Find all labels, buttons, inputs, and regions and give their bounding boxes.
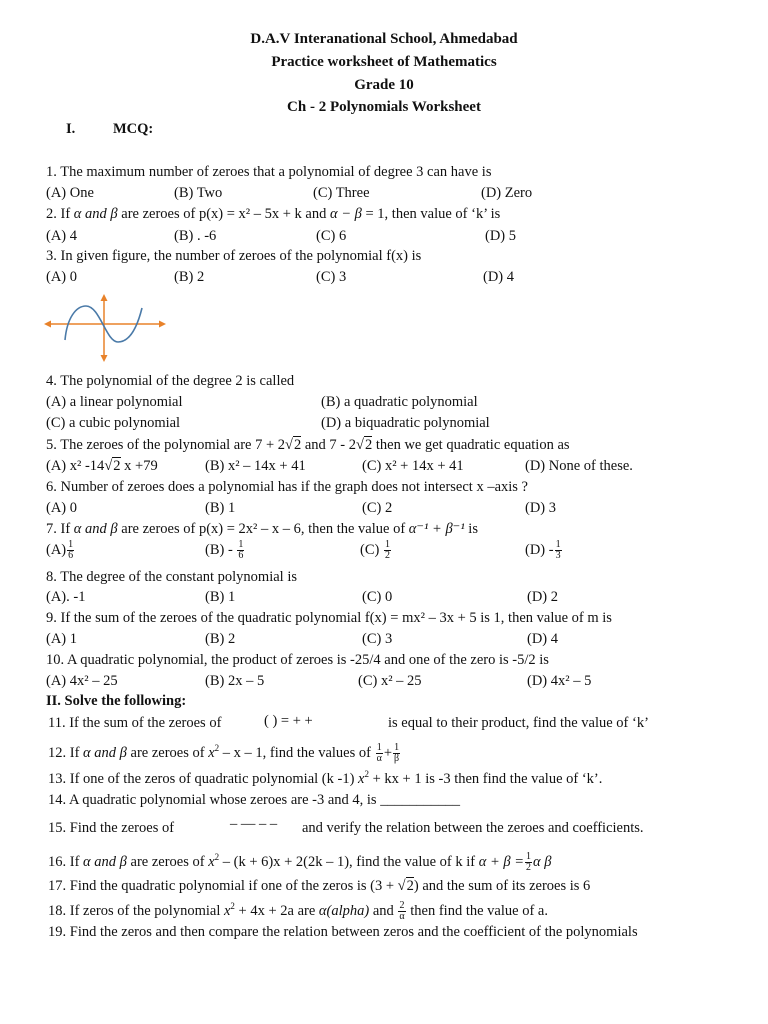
q18-text: 18. If zeros of the polynomial $x^2 + 4x + 2a$ are α(alpha) and $\frac{2}{\alpha}$ then find the value of a. — [48, 900, 548, 922]
q9-option-c: (C) 3 — [362, 631, 393, 647]
q17-text: 17. Find the quadratic polynomial if one of the zeros is (3 + √2) and the sum of its zeroes is 6 — [48, 878, 591, 894]
q2-text: 2. If α and β are zeroes of p(x) = x² – 5x + k and α − β = 1, then value of ‘k’ is — [46, 206, 501, 222]
q9-option-a: (A) 1 — [46, 631, 78, 647]
q9-text: 9. If the sum of the zeroes of the quadratic polynomial f(x) = mx² – 3x + 5 is 1, then value of m is — [46, 610, 612, 626]
q12-text: 12. If α and β are zeroes of $x^2$ – x – 1, find the values of $\frac{1}{\alpha}$ + $\frac{1}{\beta}$ — [48, 742, 400, 764]
q6-option-d: (D) 3 — [525, 500, 557, 516]
q8-text: 8. The degree of the constant polynomial is — [46, 569, 298, 585]
q10-option-c: (C) x² – 25 — [358, 673, 422, 689]
q11-text-end: is equal to their product, find the value of ‘k’ — [388, 715, 649, 731]
q10-option-a: (A) 4x² – 25 — [46, 673, 118, 689]
q5-option-b: (B) x² – 14x + 41 — [205, 458, 306, 474]
polynomial-graph-figure — [42, 292, 168, 364]
q2-option-a: (A) 4 — [46, 228, 78, 244]
q3-option-c: (C) 3 — [316, 269, 347, 285]
graph-x-axis — [44, 321, 166, 328]
q4-option-c: (C) a cubic polynomial — [46, 415, 181, 431]
q1-option-a: (A) One — [46, 185, 94, 201]
q5-option-d: (D) None of these. — [525, 458, 633, 474]
chapter-title: Ch - 2 Polynomials Worksheet — [287, 99, 481, 115]
q9-option-b: (B) 2 — [205, 631, 236, 647]
q2-option-c: (C) 6 — [316, 228, 347, 244]
q1-text: 1. The maximum number of zeroes that a polynomial of degree 3 can have is — [46, 164, 492, 180]
q11-text-start: 11. If the sum of the zeroes of — [48, 715, 222, 731]
q3-option-d: (D) 4 — [483, 269, 515, 285]
q15-text-end: and verify the relation between the zeroes and coefficients. — [302, 820, 644, 836]
q16-text: 16. If α and β are zeroes of $x^2 - (k + 6)x + 2(2k - 1)$, find the value of k if α + β = $\frac{1}{2}$ α β — [48, 851, 552, 873]
q4-option-b: (B) a quadratic polynomial — [321, 394, 478, 410]
q8-option-b: (B) 1 — [205, 589, 236, 605]
q4-text: 4. The polynomial of the degree 2 is called — [46, 373, 295, 389]
grade-label: Grade 10 — [354, 77, 414, 93]
q15-expression: – — – – — [230, 816, 278, 832]
q7-option-d: (D) - $\frac{1}{3}$ — [525, 539, 561, 561]
q7-option-c: (C) $\frac{1}{2}$ — [360, 539, 390, 561]
q13-text: 13. If one of the zeros of quadratic polynomial (k -1) $x^2$ + kx + 1 is -3 then find the value of ‘k’. — [48, 769, 603, 787]
q10-option-b: (B) 2x – 5 — [205, 673, 265, 689]
section1-number: I. — [66, 121, 76, 137]
school-name: D.A.V Interanational School, Ahmedabad — [250, 31, 518, 47]
q6-option-a: (A) 0 — [46, 500, 78, 516]
q2-option-d: (D) 5 — [485, 228, 517, 244]
q6-text: 6. Number of zeroes does a polynomial has if the graph does not intersect x –axis ? — [46, 479, 528, 495]
q7-option-b: (B) - $\frac{1}{6}$ — [205, 539, 244, 561]
q14-text: 14. A quadratic polynomial whose zeroes are -3 and 4, is ___________ — [48, 792, 460, 808]
q1-option-b: (B) Two — [174, 185, 223, 201]
q8-option-c: (C) 0 — [362, 589, 393, 605]
q8-option-d: (D) 2 — [527, 589, 559, 605]
q8-option-a: (A). -1 — [46, 589, 86, 605]
q5-text: 5. The zeroes of the polynomial are 7 + 2√2 and 7 - 2√2 then we get quadratic equation as — [46, 437, 570, 453]
q10-text: 10. A quadratic polynomial, the product of zeroes is -25/4 and one of the zero is -5/2 is — [46, 652, 549, 668]
q5-option-c: (C) x² + 14x + 41 — [362, 458, 464, 474]
section1-title: MCQ: — [113, 121, 154, 137]
q15-text-start: 15. Find the zeroes of — [48, 820, 175, 836]
q6-option-b: (B) 1 — [205, 500, 236, 516]
q3-option-a: (A) 0 — [46, 269, 78, 285]
q19-text: 19. Find the zeros and then compare the relation between zeros and the coefficient of the polynomials — [48, 924, 638, 940]
q4-option-d: (D) a biquadratic polynomial — [321, 415, 490, 431]
q2-option-b: (B) . -6 — [174, 228, 217, 244]
q5-option-a: (A) x² -14√2 x +79 — [46, 458, 158, 474]
q4-option-a: (A) a linear polynomial — [46, 394, 183, 410]
section2-title: II. Solve the following: — [46, 693, 187, 709]
q11-equation: ( ) = + + — [264, 713, 313, 729]
q7-option-a: (A) $\frac{1}{6}$ — [46, 539, 74, 561]
q7-text: 7. If α and β are zeroes of p(x) = 2x² – x – 6, then the value of α⁻¹ + β⁻¹ is — [46, 521, 478, 537]
q3-text: 3. In given figure, the number of zeroes of the polynomial f(x) is — [46, 248, 422, 264]
q10-option-d: (D) 4x² – 5 — [527, 673, 592, 689]
q3-option-b: (B) 2 — [174, 269, 205, 285]
q1-option-d: (D) Zero — [481, 185, 533, 201]
q9-option-d: (D) 4 — [527, 631, 559, 647]
q6-option-c: (C) 2 — [362, 500, 393, 516]
worksheet-title: Practice worksheet of Mathematics — [271, 54, 497, 70]
q1-option-c: (C) Three — [313, 185, 370, 201]
